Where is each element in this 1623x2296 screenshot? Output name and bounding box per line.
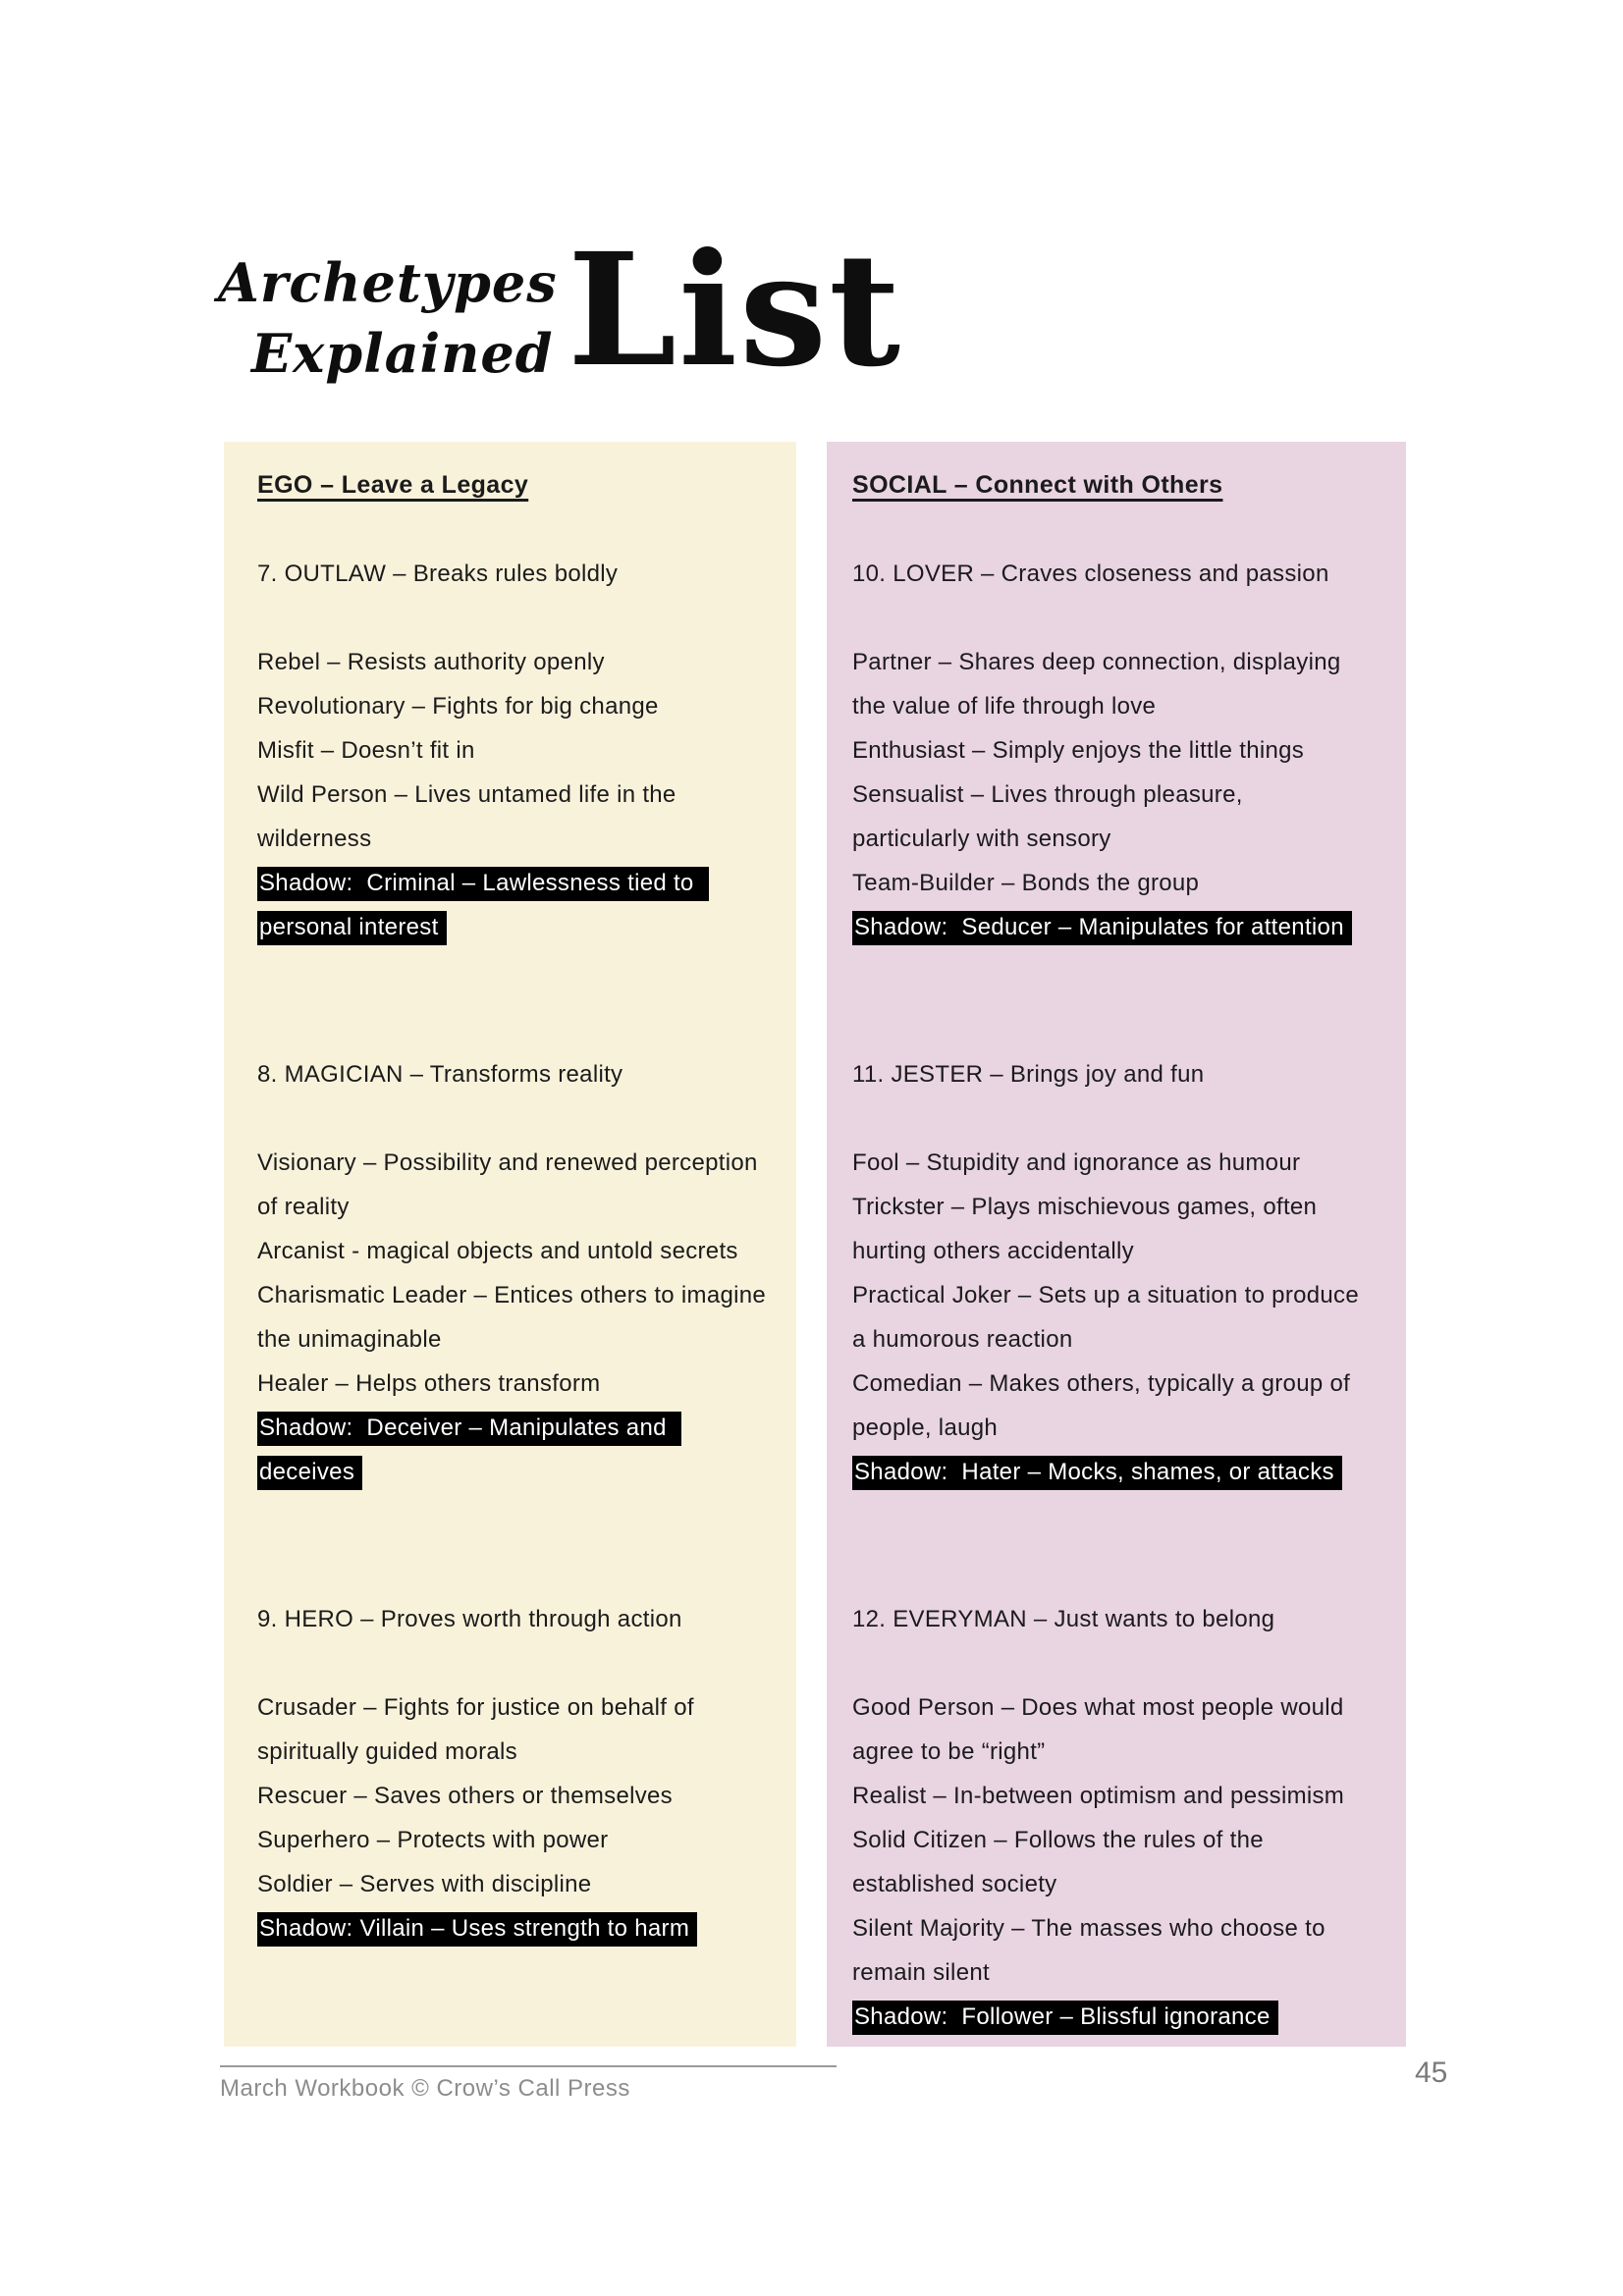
archetype-heading: 12. EVERYMAN – Just wants to belong [852,1606,1275,1632]
archetype-role: Sensualist – Lives through pleasure, particularly with sensory [852,781,1243,852]
section-magician [257,1052,768,1494]
archetype-role: Fool – Stupidity and ignorance as humour [852,1149,1301,1176]
footer-credit: March Workbook © Crow’s Call Press [220,2075,630,2102]
archetype-heading: 9. HERO – Proves worth through action [257,1606,682,1632]
shadow-line [852,1995,1365,2039]
section-outlaw [257,552,768,949]
page-title-big: List [568,220,903,401]
archetype-role: Misfit – Doesn’t fit in [257,737,475,764]
column-social-header: SOCIAL – Connect with Others [852,471,1223,499]
column-ego [224,442,796,2047]
footer-rule [220,2065,837,2067]
section-lover [852,552,1365,949]
shadow-highlight: Shadow: Villain – Uses strength to harm [257,1912,697,1947]
archetype-heading: 11. JESTER – Brings joy and fun [852,1061,1205,1088]
archetype-role: Wild Person – Lives untamed life in the wilderness [257,781,676,852]
archetype-role: Rebel – Resists authority openly [257,649,605,675]
page-title-line1: Archetypes [218,251,558,314]
column-social [827,442,1406,2047]
shadow-line [257,1406,768,1494]
section-everyman [852,1597,1365,2039]
archetype-heading: 7. OUTLAW – Breaks rules boldly [257,561,619,587]
archetype-role: Good Person – Does what most people would agree to be “right” [852,1694,1344,1765]
page-number: 45 [1415,2056,1448,2089]
archetype-role: Soldier – Serves with discipline [257,1871,592,1897]
archetype-role: Charismatic Leader – Entices others to imagine the unimaginable [257,1282,767,1353]
archetype-role: Solid Citizen – Follows the rules of the established society [852,1827,1264,1897]
archetype-role: Superhero – Protects with power [257,1827,609,1853]
page-title [218,220,1102,414]
shadow-highlight: Shadow: Criminal – Lawlessness tied to personal interest [257,867,709,945]
column-ego-header: EGO – Leave a Legacy [257,471,529,499]
archetype-role: Team-Builder – Bonds the group [852,870,1200,896]
archetype-role: Realist – In-between optimism and pessimism [852,1783,1345,1809]
archetype-role: Rescuer – Saves others or themselves [257,1783,673,1809]
shadow-line [852,1450,1365,1494]
archetype-columns [224,442,1406,2047]
section-jester [852,1052,1365,1494]
archetype-role: Silent Majority – The masses who choose to remain silent [852,1915,1325,1986]
shadow-highlight: Shadow: Deceiver – Manipulates and deceives [257,1412,681,1490]
archetype-role: Visionary – Possibility and renewed perception of reality [257,1149,758,1220]
page-title-line2: Explained [251,322,554,385]
archetype-role: Partner – Shares deep connection, displaying the value of life through love [852,649,1341,720]
archetype-role: Revolutionary – Fights for big change [257,693,659,720]
shadow-line [257,1906,768,1950]
archetype-role: Practical Joker – Sets up a situation to produce a humorous reaction [852,1282,1360,1353]
archetype-role: Healer – Helps others transform [257,1370,601,1397]
archetype-heading: 10. LOVER – Craves closeness and passion [852,561,1329,587]
shadow-line [257,861,768,949]
archetype-role: Crusader – Fights for justice on behalf of spiritually guided morals [257,1694,694,1765]
archetype-role: Trickster – Plays mischievous games, often hurting others accidentally [852,1194,1318,1264]
archetype-role: Arcanist - magical objects and untold secrets [257,1238,738,1264]
shadow-highlight: Shadow: Seducer – Manipulates for attention [852,911,1352,945]
shadow-highlight: Shadow: Hater – Mocks, shames, or attacks [852,1456,1342,1490]
archetype-role: Comedian – Makes others, typically a group of people, laugh [852,1370,1351,1441]
shadow-highlight: Shadow: Follower – Blissful ignorance [852,2001,1278,2035]
shadow-line [852,905,1365,949]
archetype-role: Enthusiast – Simply enjoys the little things [852,737,1305,764]
archetype-heading: 8. MAGICIAN – Transforms reality [257,1061,623,1088]
section-hero [257,1597,768,1950]
